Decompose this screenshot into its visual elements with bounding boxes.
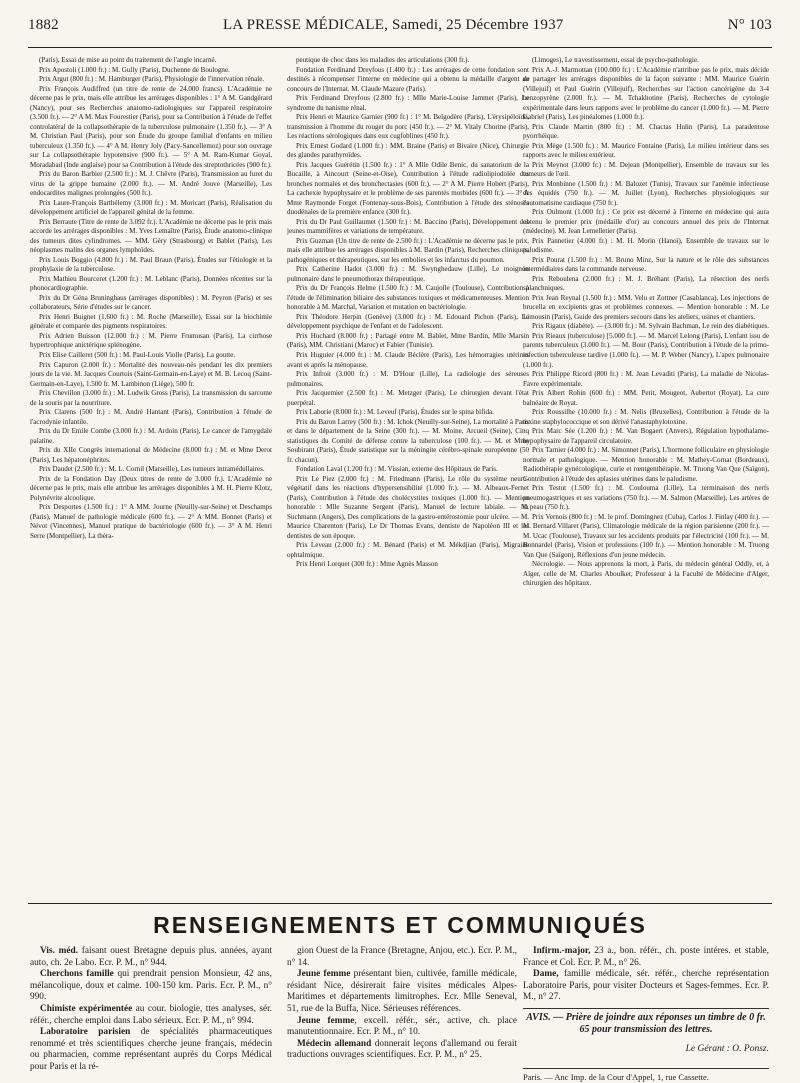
article-paragraph: Prix Louis Boggio (4.800 fr.) : M. Paul Braun (Paris), Études sur l'étiologie et la prophylaxie de la tuberculose. [30, 255, 272, 274]
ad-text: , excell. référ., sér., active, ch. place manutentionnaire. Ecr. P. M., n° 10. [287, 1015, 518, 1038]
article-paragraph: Prix Argut (800 fr.) : M. Hamburger (Paris), Physiologie de l'innervation rénale. [39, 75, 265, 84]
article-paragraph: Prix Laure-François Barthélemy (3.000 fr.) : M. Moricart (Paris), Réalisation du développement artificiel de l'appareil génital de la femme. [30, 198, 272, 217]
article-paragraph: Prix François Audiffred (un titre de rente de 24.000 francs). L'Académie ne décerne pas le prix, mais elle attribue les arrérages disponibles : 1° A M. Gandgérard (Nancy), pour ses Recherches anatomo-radiologiques sur l'appareil respiratoire (3.500 fr.). — 2° A M. Max Fourestier (Paris), pour sa Contribution à l'étude de l'effet controlatéral de la collapsothérapie de la tuberculose pulmonaire (1.350 fr.). — 3° A M. Christian Paul (Paris), pour son Étude du groupe familial d'enfants en milieu tuberculeux (1.350 fr.). — 4° A M. Henry Joly (Pacy-Sancellemoz) pour son ouvrage sur La collapsothérapie hypotensive (900 fr.). — 5° A M. Ram-Kumar Goyal, Moradabad (Inde anglaise) pour sa Contribution à l'étude des streptothricées (900 fr.). [30, 84, 272, 169]
article-paragraph: Prix Tarnier (4.000 fr.) : M. Simonnet (Paris), L'hormone folliculaire en physiologie normale et pathologique. — Mention honorable : M. Mathey-Cornat (Bordeaux), Radiothérapie gynécologique, curie et rœntgenthérapie. M. Truong Van Que (Saïgon), Contribution à l'étude des aplasies utérines dans le paludisme. [523, 446, 769, 483]
issue-number: N° 103 [727, 17, 772, 33]
ad-text: famille médicale, sér. référ., cherche représentation Laboratoire Paris, pour visiter Docteurs et Sages-femmes. Ecr. P. M., n° 27. [523, 969, 769, 1003]
article-paragraph: Prix Daudet (2.500 fr.) : M. L. Cornil (Marseille), Les tumeurs intramédullaires. [39, 465, 265, 474]
article-paragraph: Prix Reboulena (2.000 fr.) : M. J. Bréhant (Paris), La résection des nerfs splanchniques. [523, 274, 769, 293]
article-column-2 [287, 56, 529, 901]
article-paragraph: Prix du Dr Emile Combe (3.000 fr.) : M. Ardoin (Paris), Le cancer de l'amygdale palatine. [30, 427, 272, 445]
article-paragraph: Prix du Dr Géna Bruninghaus (arrérages disponibles) : M. Peyron (Paris) et ses collaborateurs, Série d'études sur le cancer. [30, 293, 272, 312]
article-paragraph: Prix Pannetier (4.000 fr.) : M. H. Morin (Hanoï), Ensemble de travaux sur le paludisme. [523, 236, 769, 255]
classifieds-column-3 [523, 946, 769, 1083]
classified-ad [287, 1039, 517, 1062]
article-paragraph: Prix Laborie (8.000 fr.) : M. Leveuf (Paris), Études sur le spina bifida. [296, 408, 494, 417]
section-divider [28, 903, 772, 904]
article-paragraph: Prix Guzman (Un titre de rente de 2.500 fr.) : L'Académie ne décerne pas le prix, mais elle attribue les arrérages disponibles à M. Bardin (Paris), Recherches cliniques, pathogéniques et thérapeutiques, sur les embolies et les infarctus du poumon. [287, 236, 529, 264]
notice-text: AVIS. — Prière de joindre aux réponses un timbre de 0 fr. 65 pour transmission des lettres. [523, 1008, 769, 1036]
article-paragraph: Prix Jean Reynal (1.500 fr.) : MM. Velu et Zottner (Casablanca), Les injections de brucella en excipients gras et problèmes connexes. — Mention honorable : M. Le Limousin (Paris), Guide des premiers secours dans les ateliers, usines et chantiers. [523, 293, 769, 321]
manager-signature: Le Gérant : O. Ponsz. [685, 1043, 769, 1054]
article-paragraph: Prix Ferdinand Dreyfous (2.800 fr.) : Mlle Marie-Louise Jammet (Paris), Le syndrome du nanisme rénal. [287, 94, 529, 112]
article-paragraph: (Limoges), Le travestissement, essai de psycho-pathologie. [532, 56, 699, 64]
ad-keyword: Dame, [533, 969, 559, 980]
article-paragraph: Prix Berraute (Titre de rente de 3.092 fr.). L'Académie ne décerne pas le prix mais accorde les arrérages disponibles : M. Yves Lemaître (Paris), Étude anatomo-clinique des tumeurs dites cylindromes. — MM. Géry (Strasbourg) et Bablet (Paris), Les néoplasmes malins des organes lymphoïdes. [30, 217, 272, 255]
article-paragraph: Nécrologie. — Nous apprenons la mort, à Paris, du médecin général Oddly, et, à Alger, celle de M. Charles Aboulker, Professeur à la Faculté de Médecine d'Alger, chirurgien des hôpitaux. [523, 560, 769, 588]
ad-keyword: Laboratoire parisien [40, 1027, 131, 1038]
article-column-1 [30, 56, 272, 901]
article-paragraph: Prix Rigaux (diabète). — (3.000 fr.) : M. Sylvain Bachman, Le rein des diabétiques. [532, 322, 769, 331]
classified-ad [287, 946, 517, 969]
classifieds-column-1 [30, 946, 272, 1074]
article-paragraph: Prix Philippe Ricord (800 fr.) : M. Jean Levaditi (Paris), La maladie de Nicolas-Favre expérimentale. [523, 370, 769, 388]
ad-text: 23 a., bon. référ., ch. poste intéres. et stable, France et Col. Ecr. P. M., n° 26. [523, 946, 769, 968]
article-paragraph: Prix de la Fondation Day (Deux titres de rente de 3.000 fr.). L'Académie ne décerne pas le prix, mais elle attribue les arrérages disponibles à M. H. Pierre Klotz, Polynévrite alcoolique. [30, 474, 272, 502]
article-paragraph: Prix Leveau (2.000 fr.) : M. Bénard (Paris) et M. Mékdjian (Paris), Migraine ophtalmique. [287, 541, 529, 559]
article-paragraph: Prix Claude Martin (800 fr.) : M. Chactas Hulin (Paris), La paradentose pyorrhéique. [523, 122, 769, 141]
article-paragraph: Prix Elise Cailleret (500 fr.) : M. Paul-Louis Violle (Paris), La goutte. [39, 350, 236, 359]
classified-ad [287, 1016, 517, 1039]
ad-keyword: Jeune femme [297, 1015, 355, 1026]
article-paragraph: Prix du Baron Barbier (2.500 fr.) : M. J. Chêvre (Paris), Transmission au furet du virus de la grippe humaine (2.000 fr.). — M. André Jouve (Marseille), Les endocardites malignes prolongées (500 fr.). [30, 170, 272, 198]
article-paragraph: Prix du Baron Larrey (500 fr.) : M. Ichok (Neuilly-sur-Seine), La mortalité à Paris et dans le département de la Seine (300 fr.). — M. Moine, Arcueil (Seine), Cinq statistiques du Comité de défense contre la tuberculose (100 fr.). — M. et Mme Soubirant (Paris), Étude statistique sur la méningite cérébro-spinale européenne (50 fr. chacun). [287, 417, 529, 464]
article-paragraph: Fondation Laval (1.200 fr.) : M. Vissian, externe des Hôpitaux de Paris. [296, 465, 498, 474]
ad-text: faisant ouest Bretagne depuis plus. années, ayant auto, ch. 2e Labo. Ecr. P. M., n° 944. [30, 946, 272, 968]
ad-text: qui prendrait pension Monsieur, 42 ans, mélancolique, doux et calme. 100-150 km. Paris. Ecr. P. M., n° 990. [30, 969, 272, 1003]
article-paragraph: Prix Capuron (2.000 fr.) : Mortalité des nouveau-nés pendant les dix premiers jours de la vie. M. Jacques Courtois (Saint-Germain-en-Laye) et M. B. Lecoq (Saint-Germain-en-Laye), 1.500 fr. M. Lambinon (Liège), 500 fr. [30, 360, 272, 388]
article-paragraph: Prix Ernest Godard (1.000 fr.) : MM. Braine (Paris) et Bivaire (Nice), Chirurgie des glandes parathyroïdes. [287, 141, 529, 160]
article-paragraph: Prix Vernois (800 fr.) : M. le prof. Domingnez (Cuba), Carlos J. Finlay (400 fr.). — M. Bernard Villaret (Paris), Climatologie médicale de la région parisienne (200 fr.). — M. Ucac (Toulouse), Travaux sur les accidents produits par l'électricité (100 fr.). — M. Bonnardel (Paris), Vision et professions (100 fr.). — Mention honorable : M. Truong Van Que (Saïgon), Réflexions d'un jeune médecin. [523, 512, 769, 559]
ad-text: gion Ouest de la France (Bretagne, Anjou, etc.). Ecr. P. M., n° 14. [287, 946, 517, 968]
ad-keyword: Médecin allemand [297, 1038, 372, 1049]
article-paragraph: Prix Albert Robin (600 fr.) : MM. Petit, Mougeot, Aubertot (Royat), La cure balnéaire de Royat. [523, 389, 769, 407]
page-number-left: 1882 [28, 17, 59, 33]
ad-keyword: Vis. méd. [40, 946, 78, 956]
article-paragraph: Prix Roussilhe (10.000 fr.) : M. Nelis (Bruxelles), Contribution à l'étude de la toxine staphylococcique et son dérivé l'anastaphylotoxine. [523, 408, 769, 426]
article-paragraph: Prix Henri Buignet (1.600 fr.) : M. Roche (Marseille), Essai sur la biochimie générale et comparée des pigments respiratoires. [30, 312, 272, 331]
article-paragraph: Prix Huchard (8.000 fr.) : Partagé entre M. Bablet, Mme Bardin, Mlle Marsin (Paris), MM. Christiani (Maroc) et Fabier (Tunisie). [287, 331, 529, 350]
section-title: RENSEIGNEMENTS ET COMMUNIQUÉS [153, 912, 647, 938]
ad-text: donnerait leçons d'allemand ou ferait traductions ouvrages scientifiques. Ecr. P. M., n° 25. [287, 1038, 517, 1061]
classifieds-list [523, 946, 769, 1004]
article-paragraph: Prix Oulmont (1.000 fr.) : Ce prix est décerné à l'interne en médecine qui aura obtenu le premier prix (médaille d'or) au concours annuel des prix de l'Internat (médecine). M. Jean Lemelletier (Paris). [523, 208, 769, 236]
article-paragraph: Prix Théodore Herpin (Genève) (3.000 fr.) : M. Edouard Pichon (Paris), Le développement psychique de l'enfant et de l'adolescent. [287, 312, 529, 331]
article-paragraph: Prix Henri Lorquet (300 fr.) : Mme Agnès Masson [296, 560, 438, 569]
ad-keyword: Chimiste expérimentée [40, 1003, 133, 1014]
article-paragraph: Prix Monbinne (1.500 fr.) : M. Balozet (Tunis), Travaux sur l'anémie infectieuse des équidés (750 fr.). — M. Juillet (Lyon), Recherches physiologiques sur l'automatisme cardiaque (750 fr.). [523, 179, 769, 207]
article-paragraph: Prix Jacques Guérétin (1.500 fr.) : 1° A Mlle Odile Benic, du sanatorium de la Bucaille, à Aincourt (Seine-et-Oise), Contribution à l'étude radiolipiodolée des bronches normales et des bronchectasies (600 fr.). — 2° A M. Pierre Hobert (Paris), La cachexie hypophysaire et le problème de ses parentés morbides (600 fr.). — 3° A Mme Raymonde Forget (Fontenay-sous-Bois), Contribution à l'étude des sténoses duodénales de la première enfance (300 fr.). [287, 160, 529, 217]
article-paragraph: Prix du XIIe Congrès international de Médecine (8.000 fr.) : M. et Mme Derot (Paris), Les hépatonéphrites. [30, 446, 272, 464]
article-column-3 [523, 56, 769, 901]
article-paragraph: Prix Henri et Maurice Garnier (900 fr.) : 1° M. Belgodère (Paris), L'érysipéloïde, transmission à l'homme du rouget du porc (450 fr.). — 2° M. Vitaly Chorine (Paris), Les réactions sérologiques dans eux cugfoblines (450 fr.). [287, 113, 529, 141]
classified-ad [523, 946, 769, 969]
ad-text: au cour. biologie, ttes analyses, sér. référ., cherche emploi dans Labo sérieux. Ecr. P. M., n° 994. [30, 1003, 272, 1026]
article-paragraph: Prix du Dr François Helme (1.500 fr.) : M. Caujolle (Toulouse), Contribution à l'étude de l'élimination biliaire des substances toxiques et médicamenteuses. Mention honorable à M. Marchal, Variation et mutation en bactériologie. [287, 284, 529, 312]
article-paragraph: Prix A.-J. Marmottan (100.000 fr.) : L'Académie n'attribue pas le prix, mais décide de partager les arrérages disponibles de la façon suivante : MM. Maurice Guérin (Villejuif) et Paul Guérin (Villejuif), Recherches sur l'action cancérigène du 3-4 benzopyrène (2.000 fr.). — M. Tchakhotine (Paris), Recherches de cytologie expérimentale dans leurs rapports avec le problème du cancer (1.000 fr.). — M. Pierre Gabriel (Paris), Les pinéalomes (1.000 fr.). [523, 65, 769, 122]
ad-keyword: Infirm.-major, [533, 946, 591, 956]
classified-ad [30, 969, 272, 1004]
article-paragraph: Prix Huguier (4.000 fr.) : M. Claude Béclère (Paris), Les hémorragies utérines avant et après la ménopause. [287, 350, 529, 369]
article-paragraph: Prix Mège (1.500 fr.) : M. Maurice Fontaine (Paris), Le milieu intérieur dans ses rapports avec le milieu extérieur. [523, 141, 769, 160]
article-paragraph: Prix Catherine Hadot (3.000 fr.) : M. Swynghedauw (Lille), Le moignon pulmonaire dans le pneumothorax thérapeutique. [287, 265, 529, 283]
page-header [28, 17, 772, 48]
article-paragraph: Prix Marc Sée (1.200 fr.) : M. Van Bogaert (Anvers), Régulation hypothalamo-hypophysaire de l'appareil circulatoire. [523, 427, 769, 445]
article-paragraph: Prix Le Piez (2.000 fr.) : M. Friedmann (Paris), Le rôle du système neuro-végétatif dans les réactions d'hypersensibilité (1.000 fr.). — M. Albeaux-Fernet (Paris), Contribution à l'étude des cholécystites toxiques (1.000 fr.). — Mention honorable : Mlle Suzanne Sergent (Paris), Manuel de lecture labiale. — M. Suchmann (Angers), Des complications de la gastro-entérostomie pour ulcère. — M. Maurice Charenton (Paris), Le Dr Thomas Evans, dentiste de Napoléon III et les dentistes de son époque. [287, 474, 529, 540]
article-paragraph: Prix Testut (1.500 fr.) : M. Coulouma (Lille), La terminaison des nerfs pneumogastriques et ses variations (750 fr.). — M. Salmon (Marseille), Les artères de la peau (750 fr.). [523, 484, 769, 512]
classified-ad [30, 946, 272, 969]
article-paragraph: peutique de choc dans les maladies des articulations (300 fr.). [296, 56, 470, 64]
article-paragraph: Prix Pourat (1.500 fr.) : M. Bruno Minz, Sur la nature et le rôle des substances intermédiaires dans la commande nerveuse. [523, 255, 769, 274]
article-paragraph: Fondation Ferdinand Dreyfous (1.400 fr.) : Les arrérages de cette fondation sont destinés à récompenser l'interne en médecine qui a obtenu la médaille d'argent au concours de l'Internat. M. Claude Mazure (Paris). [287, 65, 529, 93]
article-paragraph: Prix Infroit (3.000 fr.) : M. D'Hour (Lille), La radiologie des séreuses pulmonaires. [287, 370, 529, 388]
classified-ad [523, 969, 769, 1004]
article-paragraph: Prix Chevillon (3.000 fr.) : M. Ludwik Gross (Paris), La transmission du sarcome de la souris par la nourriture. [30, 389, 272, 407]
ad-keyword: Jeune femme [297, 969, 351, 980]
classified-ad [30, 1004, 272, 1027]
article-paragraph: (Paris), Essai de mise au point du traitement de l'angle incarné. [39, 56, 217, 64]
printer-imprint: Paris. — Anc Imp. de la Cour d'Appel, 1, rue Cassette. [523, 1068, 769, 1083]
article-paragraph: Prix du Dr Paul Guillaumet (1.500 fr.) : M. Baccino (Paris), Développement des jeunes mammifères et variations de température. [287, 217, 529, 236]
classified-ad [287, 969, 517, 1015]
article-paragraph: Prix Rieaux (tuberculose) [5.000 fr.]. — M. Marcel Lelong (Paris), L'enfant issu de parents tuberculeux (3.000 fr.). — M. Bour (Paris), Contribution à l'étude de la primo-infection tuberculeuse tardive (1.000 fr.). — M. P. Weber (Nancy), L'apex pulmonaire (1.000 fr.). [523, 331, 769, 369]
article-paragraph: Prix Adrien Buisson (12.000 fr.) : M. Pierre Frumusan (Paris), La cirrhose hypertrophique anictérique splénogène. [30, 331, 272, 350]
article-paragraph: Prix Desportes (1.500 fr.) : 1° A MM. Journe (Neuilly-sur-Seine) et Deschamps (Paris), Manuel de pathologie médicale (600 fr.). — 2° A MM. Bonnet (Paris) et Névot (Vincennes), Manuel pratique de bactériologie (600 fr.). — 3° A M. Henri Serre (Montpellier), La théra- [30, 503, 272, 540]
article-paragraph: Prix Meynot (3.000 fr.) : M. Dejean (Montpellier), Ensemble de travaux sur les tumeurs de l'œil. [523, 160, 769, 179]
article-paragraph: Prix Mathieu Bourceret (1.200 fr.) : M. Leblanc (Paris), Données récentes sur la phonocardiographie. [30, 274, 272, 293]
publication-title: LA PRESSE MÉDICALE, Samedi, 25 Décembre 1937 [223, 17, 564, 33]
article-paragraph: Prix Clarens (500 fr.) : M. André Hantant (Paris), Contribution à l'étude de l'acrodynie infantile. [30, 408, 272, 426]
article-paragraph: Prix Jacquemier (2.500 fr.) : M. Metzger (Paris), Le chirurgien devant l'état puerpéral. [287, 389, 529, 407]
classified-ad [30, 1027, 272, 1073]
article-paragraph: Prix Apostoli (1.000 fr.) : M. Gully (Paris), Duchenne de Boulogne. [39, 65, 230, 74]
ad-keyword: Cherchons famille [40, 969, 114, 980]
ad-text: présentant bien, cultivée, famille médicale, résidant Nice, désirerait faire visites médicales Alpes-Maritimes et départements limitrophes. Ecr. Mlle Seneval, 51, rue de la Buffa, Nice. Sérieuses références. [287, 969, 517, 1014]
ad-text: de spécialités pharmaceutiques renommé et très scientifiques cherche jeune français, médecin ou pharmacien, comme représentant auprès du Corps Médical pour Paris et la ré- [30, 1027, 272, 1072]
classifieds-column-2 [287, 946, 517, 1062]
